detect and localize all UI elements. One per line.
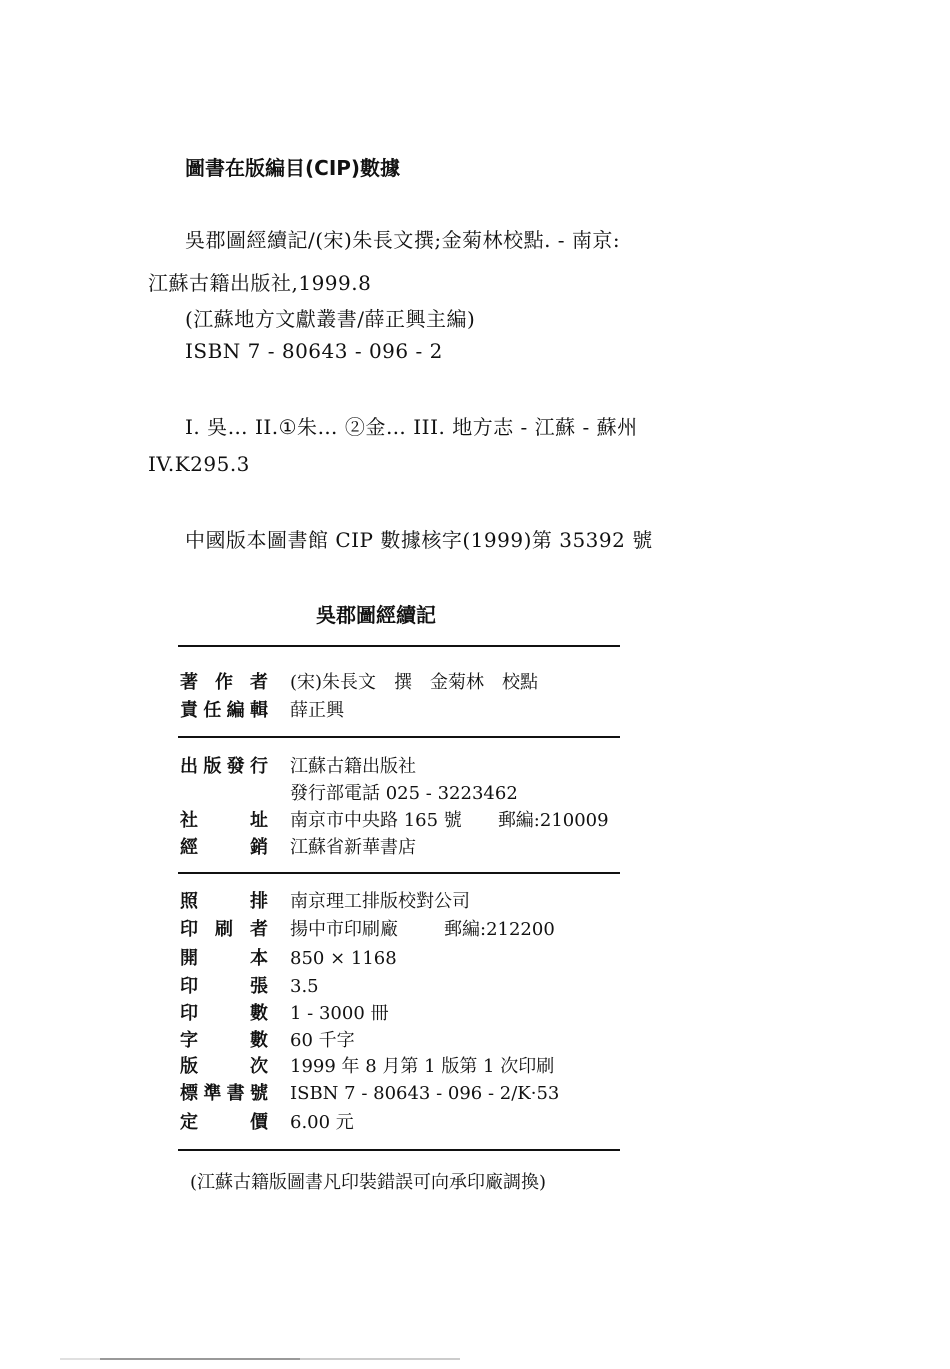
cip-line: 吳郡圖經續記/(宋)朱長文撰;金菊林校點. - 南京: <box>185 228 621 252</box>
detail-label: 社址 <box>180 810 268 831</box>
detail-label: 責任編輯 <box>180 700 268 721</box>
detail-value: 南京理工排版校對公司 <box>290 891 470 912</box>
detail-value: ISBN 7 - 80643 - 096 - 2/K·53 <box>290 1083 560 1104</box>
detail-label: 字數 <box>180 1030 268 1051</box>
detail-value: 3.5 <box>290 976 319 997</box>
detail-label: 印張 <box>180 976 268 997</box>
detail-value: 揚中市印刷廠 <box>290 919 398 940</box>
cip-line: 江蘇古籍出版社,1999.8 <box>148 271 372 295</box>
detail-label: 著作者 <box>180 672 268 693</box>
detail-row <box>180 808 609 834</box>
detail-value: 南京市中央路 165 號 <box>290 810 462 831</box>
detail-label: 開本 <box>180 948 268 969</box>
detail-value: 1999 年 8 月第 1 版第 1 次印刷 <box>290 1056 555 1077</box>
detail-row <box>180 781 518 807</box>
detail-row <box>180 889 470 915</box>
detail-label: 照排 <box>180 891 268 912</box>
detail-row <box>180 1028 355 1054</box>
detail-label: 出版發行 <box>180 756 268 777</box>
detail-label: 印刷者 <box>180 919 268 940</box>
detail-value: (宋)朱長文 撰 金菊林 校點 <box>290 672 539 693</box>
detail-row <box>180 1110 354 1136</box>
detail-value: 850 × 1168 <box>290 948 397 969</box>
detail-value: 發行部電話 025 - 3223462 <box>290 783 518 804</box>
cip-subject: I. 吳… II.①朱… ②金… III. 地方志 - 江蘇 - 蘇州 <box>185 415 638 439</box>
divider <box>178 1149 620 1151</box>
detail-value: 江蘇省新華書店 <box>290 837 416 858</box>
detail-postcode: 郵編:212200 <box>444 919 555 940</box>
detail-row <box>180 670 538 696</box>
detail-row <box>180 698 344 724</box>
detail-row <box>180 917 555 943</box>
detail-value: 6.00 元 <box>290 1112 354 1133</box>
detail-value: 江蘇古籍出版社 <box>290 756 416 777</box>
cip-approval: 中國版本圖書館 CIP 數據核字(1999)第 35392 號 <box>185 528 653 552</box>
scan-artifact <box>60 1358 460 1360</box>
cip-line: (江蘇地方文獻叢書/薛正興主編) <box>185 307 476 331</box>
detail-label: 印數 <box>180 1003 268 1024</box>
detail-value: 薛正興 <box>290 700 344 721</box>
detail-label: 定價 <box>180 1112 268 1133</box>
book-title: 吳郡圖經續記 <box>316 603 436 627</box>
detail-postcode: 郵編:210009 <box>497 810 609 831</box>
detail-row <box>180 754 416 780</box>
detail-row <box>180 974 319 1000</box>
cip-isbn: ISBN 7 - 80643 - 096 - 2 <box>185 339 443 363</box>
detail-label: 版次 <box>180 1056 268 1077</box>
divider <box>178 736 620 738</box>
detail-label: 標準書號 <box>180 1083 268 1104</box>
detail-row <box>180 1081 559 1107</box>
detail-row <box>180 1001 389 1027</box>
detail-label: 經銷 <box>180 837 268 858</box>
detail-row <box>180 835 416 861</box>
divider <box>178 872 620 874</box>
cip-classification: IV.K295.3 <box>148 452 250 476</box>
detail-row <box>180 1054 554 1080</box>
cip-heading: 圖書在版編目(CIP)數據 <box>185 156 401 180</box>
detail-row <box>180 946 397 972</box>
divider <box>178 645 620 647</box>
detail-value: 60 千字 <box>290 1030 355 1051</box>
detail-value: 1 - 3000 冊 <box>290 1003 389 1024</box>
footnote: (江蘇古籍版圖書凡印裝錯誤可向承印廠調換) <box>190 1172 547 1193</box>
